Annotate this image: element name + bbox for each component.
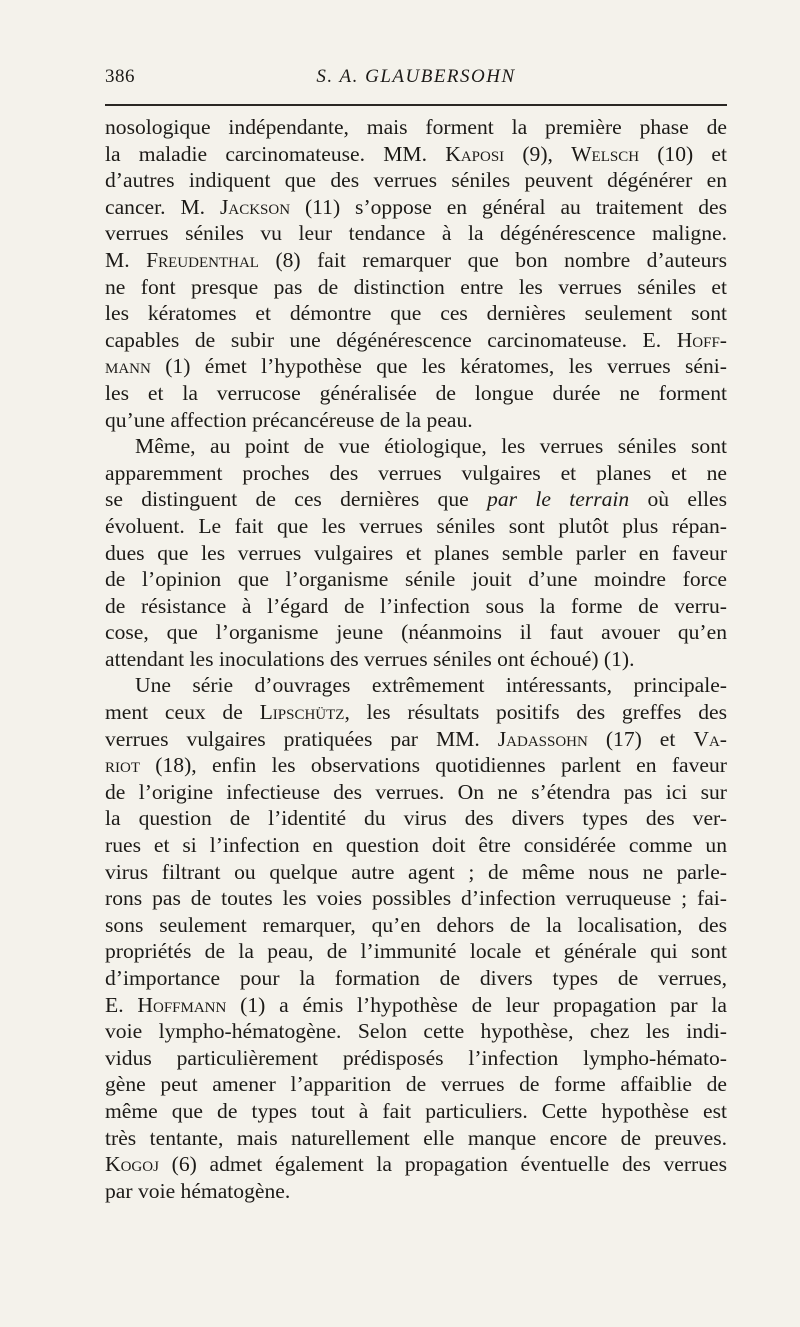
text-segment: vidus particulièrement prédisposés l’infection lympho-hémato- bbox=[105, 1045, 727, 1070]
text-segment: gène peut amener l’apparition de verrues de forme affaiblie de bbox=[105, 1072, 727, 1097]
text-segment: par voie hématogène. bbox=[105, 1178, 291, 1203]
text-line bbox=[105, 513, 727, 540]
text-line bbox=[105, 566, 727, 593]
text-segment: cose, que l’organisme jeune (néanmoins il faut avouer qu’en bbox=[105, 620, 727, 645]
text-segment: d’autres indiquent que des verrues séniles peuvent dégénérer en bbox=[105, 168, 727, 193]
text-segment: (11) s’oppose en général au traitement des bbox=[290, 194, 727, 219]
text-segment: virus filtrant ou quelque autre agent ; de même nous ne parle- bbox=[105, 859, 727, 884]
text-line bbox=[105, 540, 727, 567]
author-name: Kaposi bbox=[445, 141, 505, 166]
text-line bbox=[105, 486, 727, 513]
text-segment: dues que les verrues vulgaires et planes semble parler en faveur bbox=[105, 540, 727, 565]
author-name: Lipschütz bbox=[259, 700, 345, 725]
text-segment: voie lympho-hématogène. Selon cette hypothèse, chez les indi- bbox=[105, 1019, 727, 1044]
text-line bbox=[105, 141, 727, 168]
author-name: Welsch bbox=[571, 141, 640, 166]
text-line bbox=[105, 1018, 727, 1045]
paragraph bbox=[105, 672, 727, 1204]
text-segment: qu’une affection précancéreuse de la peau. bbox=[105, 407, 473, 432]
text-line bbox=[105, 699, 727, 726]
text-line bbox=[105, 779, 727, 806]
author-name: Jackson bbox=[219, 194, 291, 219]
text-line bbox=[105, 167, 727, 194]
text-line bbox=[105, 247, 727, 274]
author-name: Kogoj bbox=[105, 1152, 159, 1177]
text-segment: verrues vulgaires pratiquées par MM. bbox=[105, 726, 498, 751]
text-line bbox=[105, 593, 727, 620]
text-line bbox=[105, 805, 727, 832]
text-line bbox=[105, 407, 727, 434]
text-segment: évoluent. Le fait que les verrues séniles sont plutôt plus répan- bbox=[105, 513, 727, 538]
text-line bbox=[105, 726, 727, 753]
author-name: Hoff- bbox=[676, 327, 727, 352]
text-segment: de l’origine infectieuse des verrues. On ne s’étendra pas ici sur bbox=[105, 779, 727, 804]
text-line bbox=[105, 1178, 727, 1205]
text-segment: (18), enfin les observations quotidiennes parlent en faveur bbox=[140, 753, 727, 778]
text-segment: (10) et bbox=[639, 141, 728, 166]
text-line bbox=[105, 460, 727, 487]
text-line bbox=[105, 1098, 727, 1125]
text-segment: ne font presque pas de distinction entre les verrues séniles et bbox=[105, 274, 727, 299]
text-line bbox=[105, 300, 727, 327]
text-segment: ment ceux de bbox=[105, 700, 260, 725]
text-segment: la question de l’identité du virus des divers types des ver- bbox=[105, 806, 727, 831]
text-segment: où elles bbox=[629, 487, 727, 512]
text-segment: la maladie carcinomateuse. MM. bbox=[105, 141, 446, 166]
text-line bbox=[105, 327, 727, 354]
page-number: 386 bbox=[105, 66, 135, 87]
text-segment: rues et si l’infection en question doit être considérée comme un bbox=[105, 833, 727, 858]
text-segment: capables de subir une dégénérescence carcinomateuse. E. bbox=[105, 327, 677, 352]
text-segment: les kératomes et démontre que ces dernières seulement sont bbox=[105, 301, 727, 326]
text-line bbox=[105, 885, 727, 912]
text-segment: (9), bbox=[504, 141, 572, 166]
text-segment: se distinguent de ces dernières que bbox=[105, 487, 488, 512]
text-segment: sons seulement remarquer, qu’en dehors de la localisation, des bbox=[105, 912, 727, 937]
emphasis: par le terrain bbox=[487, 487, 630, 512]
text-segment: rons pas de toutes les voies possibles d’infection verruqueuse ; fai- bbox=[105, 886, 727, 911]
text-line bbox=[105, 380, 727, 407]
text-line bbox=[105, 752, 727, 779]
text-line bbox=[105, 646, 727, 673]
text-segment: cancer. M. bbox=[105, 194, 220, 219]
page-header bbox=[105, 66, 727, 96]
text-segment: (8) fait remarquer que bon nombre d’auteurs bbox=[258, 247, 727, 272]
header-rule bbox=[105, 104, 727, 106]
text-segment: très tentante, mais naturellement elle manque encore de preuves. bbox=[105, 1125, 727, 1150]
text-line bbox=[105, 832, 727, 859]
text-line bbox=[105, 353, 727, 380]
author-name: riot bbox=[105, 753, 140, 778]
text-line bbox=[105, 194, 727, 221]
author-name: Hoffmann bbox=[137, 992, 227, 1017]
text-line bbox=[105, 1151, 727, 1178]
text-segment: d’importance pour la formation de divers types de verrues, bbox=[105, 966, 727, 990]
text-segment: Une série d’ouvrages extrêmement intéressants, principale- bbox=[135, 673, 727, 698]
text-segment: propriétés de la peau, de l’immunité locale et générale qui sont bbox=[105, 939, 727, 964]
author-name: Va- bbox=[693, 726, 727, 751]
text-line bbox=[105, 619, 727, 646]
text-line bbox=[105, 912, 727, 939]
text-line bbox=[105, 1045, 727, 1072]
text-line bbox=[105, 992, 727, 1019]
text-line bbox=[105, 220, 727, 247]
text-segment: les et la verrucose généralisée de longue durée ne forment bbox=[105, 380, 727, 405]
paragraph bbox=[105, 433, 727, 672]
text-segment: de l’opinion que l’organisme sénile jouit d’une moindre force bbox=[105, 567, 727, 592]
text-line bbox=[105, 859, 727, 886]
author-name: Jadassohn bbox=[497, 726, 588, 751]
text-segment: (17) et bbox=[587, 726, 694, 751]
author-name: mann bbox=[105, 354, 151, 379]
text-line bbox=[105, 1071, 727, 1098]
text-segment: verrues séniles vu leur tendance à la dégénérescence maligne. bbox=[105, 221, 727, 246]
text-segment: (6) admet également la propagation éventuelle des verrues bbox=[158, 1152, 727, 1177]
text-segment: même que de types tout à fait particuliers. Cette hypothèse est bbox=[105, 1098, 727, 1123]
text-segment: E. bbox=[105, 992, 138, 1017]
text-segment: (1) a émis l’hypothèse de leur propagation par la bbox=[226, 992, 727, 1017]
text-segment: apparemment proches des verrues vulgaires et planes et ne bbox=[105, 460, 727, 485]
body-text bbox=[105, 114, 727, 1204]
text-line bbox=[105, 433, 727, 460]
text-line bbox=[105, 114, 727, 141]
text-segment: , les résultats positifs des greffes des bbox=[344, 700, 727, 725]
author-name: Freudenthal bbox=[146, 247, 259, 272]
text-segment: Même, au point de vue étiologique, les verrues séniles sont bbox=[135, 434, 727, 459]
text-line bbox=[105, 274, 727, 301]
paragraph bbox=[105, 114, 727, 433]
text-line bbox=[105, 1125, 727, 1152]
text-segment: (1) émet l’hypothèse que les kératomes, les verrues séni- bbox=[150, 354, 727, 379]
text-line bbox=[105, 672, 727, 699]
running-head: S. A. GLAUBERSOHN bbox=[316, 66, 516, 87]
text-line bbox=[105, 965, 727, 992]
text-line bbox=[105, 938, 727, 965]
text-segment: attendant les inoculations des verrues séniles ont échoué) (1). bbox=[105, 646, 635, 671]
text-segment: nosologique indépendante, mais forment la première phase de bbox=[105, 115, 727, 139]
text-segment: de résistance à l’égard de l’infection sous la forme de verru- bbox=[105, 593, 727, 618]
text-segment: M. bbox=[105, 247, 147, 272]
